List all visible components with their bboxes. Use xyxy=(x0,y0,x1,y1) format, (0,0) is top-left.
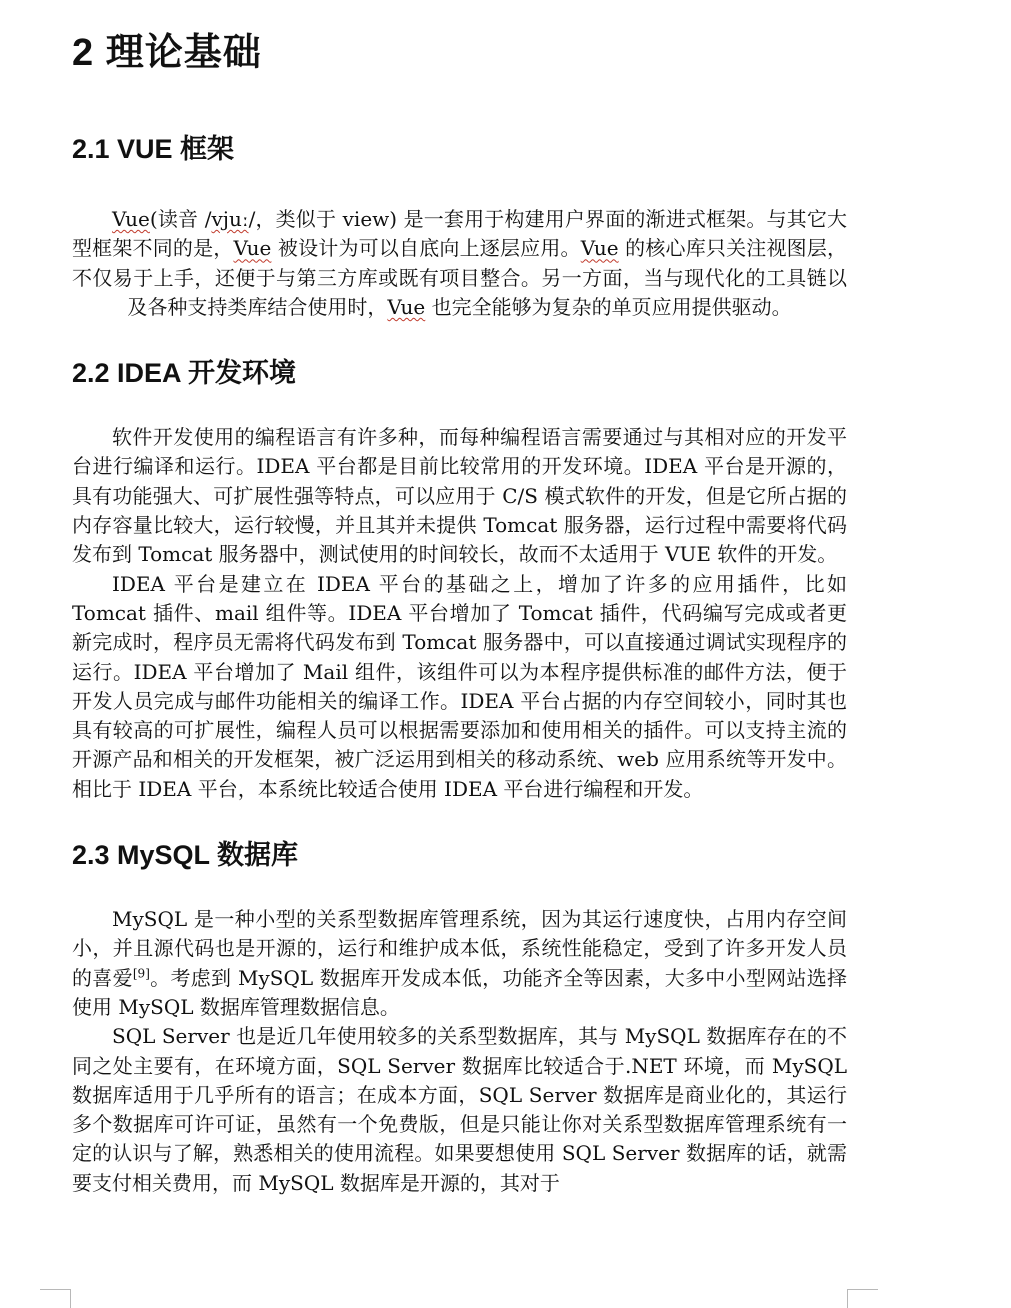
spellcheck-flagged-word: Vue xyxy=(233,236,272,261)
paragraph xyxy=(72,570,847,804)
spellcheck-flagged-word: vjuː xyxy=(211,207,249,231)
paragraph xyxy=(72,1022,847,1198)
section-heading-2-1: 2.1 VUE 框架 xyxy=(72,134,235,164)
text-run: 被设计为可以自底向上逐层应用。 xyxy=(271,236,581,261)
paragraph xyxy=(72,205,847,322)
spellcheck-flagged-word: Vue xyxy=(387,294,426,319)
text-run: SQL Server 也是近几年使用较多的关系型数据库，其与 MySQL 数据库存在的不同之处主要有，在环境方面，SQL Server 数据库比较适合于.NET 环境，而 MySQL 数据库适用于几乎所有的语言；在成本方面，SQL Server 数据库是商业化的，其运行多个数据库可许可证，虽然有一个免费版，但是只能让你对关系型数据库管理系统有一定的认识与了解，熟悉相关的使用流程。如果要想使用 SQL Server 数据库的话，就需要支付相关费用，而 MySQL 数据库是开源的，其对于 xyxy=(72,1024,847,1195)
spellcheck-flagged-word: Vue xyxy=(580,236,619,261)
page-content xyxy=(72,28,847,1198)
text-run: /，类似于 view) 是一套用于构建用户界面的渐进式框架。与其它大型框架不同的是， xyxy=(72,207,847,261)
text-run: (读音 / xyxy=(149,207,212,231)
citation-reference: [9] xyxy=(132,965,150,980)
section-heading-2-3: 2.3 MySQL 数据库 xyxy=(72,840,299,871)
page-corner-mark-left xyxy=(40,1289,71,1308)
page-corner-mark-right xyxy=(847,1289,878,1308)
text-run: 也完全能够为复杂的单页应用提供驱动。 xyxy=(425,294,792,319)
text-run: MySQL 是一种小型的关系型数据库管理系统，因为其运行速度快，占用内存空间小，并且源代码也是开源的，运行和维护成本低，系统性能稳定，受到了许多开发人员的喜爱 xyxy=(72,907,847,990)
text-run: IDEA 平台是建立在 IDEA 平台的基础之上，增加了许多的应用插件，比如 Tomcat 插件、mail 组件等。IDEA 平台增加了 Tomcat 插件，代码编写完成或者更新完成时，程序员无需将代码发布到 Tomcat 服务器中，可以直接通过调试实现程序的运行。IDEA 平台增加了 Mail 组件，该组件可以为本程序提供标准的邮件方法，便于开发人员完成与邮件功能相关的编译工作。IDEA 平台占据的内存空间较小，同时其也具有较高的可扩展性，编程人员可以根据需要添加和使用相关的插件。可以支持主流的开源产品和相关的开发框架，被广泛运用到相关的移动系统、web 应用系统等开发中。相比于 IDEA 平台，本系统比较适合使用 IDEA 平台进行编程和开发。 xyxy=(72,571,847,801)
spellcheck-flagged-word: Vue xyxy=(112,207,150,231)
text-run: 的核心库只关注视图层，不仅易于上手，还便于与第三方库或既有项目整合。另一方面，当与现代化的工具链以及各种支持类库结合使用时， xyxy=(72,236,848,319)
text-run: 。考虑到 MySQL 数据库开发成本低，功能齐全等因素，大多中小型网站选择使用 MySQL 数据库管理数据信息。 xyxy=(72,965,848,1019)
paragraph xyxy=(72,423,847,569)
text-run: 软件开发使用的编程语言有许多种，而每种编程语言需要通过与其相对应的开发平台进行编译和运行。IDEA 平台都是目前比较常用的开发环境。IDEA 平台是开源的，具有功能强大、可扩展性强等特点，可以应用于 C/S 模式软件的开发，但是它所占据的内存容量比较大，运行较慢，并且其并未提供 Tomcat 服务器，运行过程中需要将代码发布到 Tomcat 服务器中，测试使用的时间较长，故而不太适用于 VUE 软件的开发。 xyxy=(72,425,847,567)
paragraph xyxy=(72,905,847,1022)
section-heading-2-2: 2.2 IDEA 开发环境 xyxy=(72,358,297,389)
chapter-title: 2 理论基础 xyxy=(72,32,262,74)
